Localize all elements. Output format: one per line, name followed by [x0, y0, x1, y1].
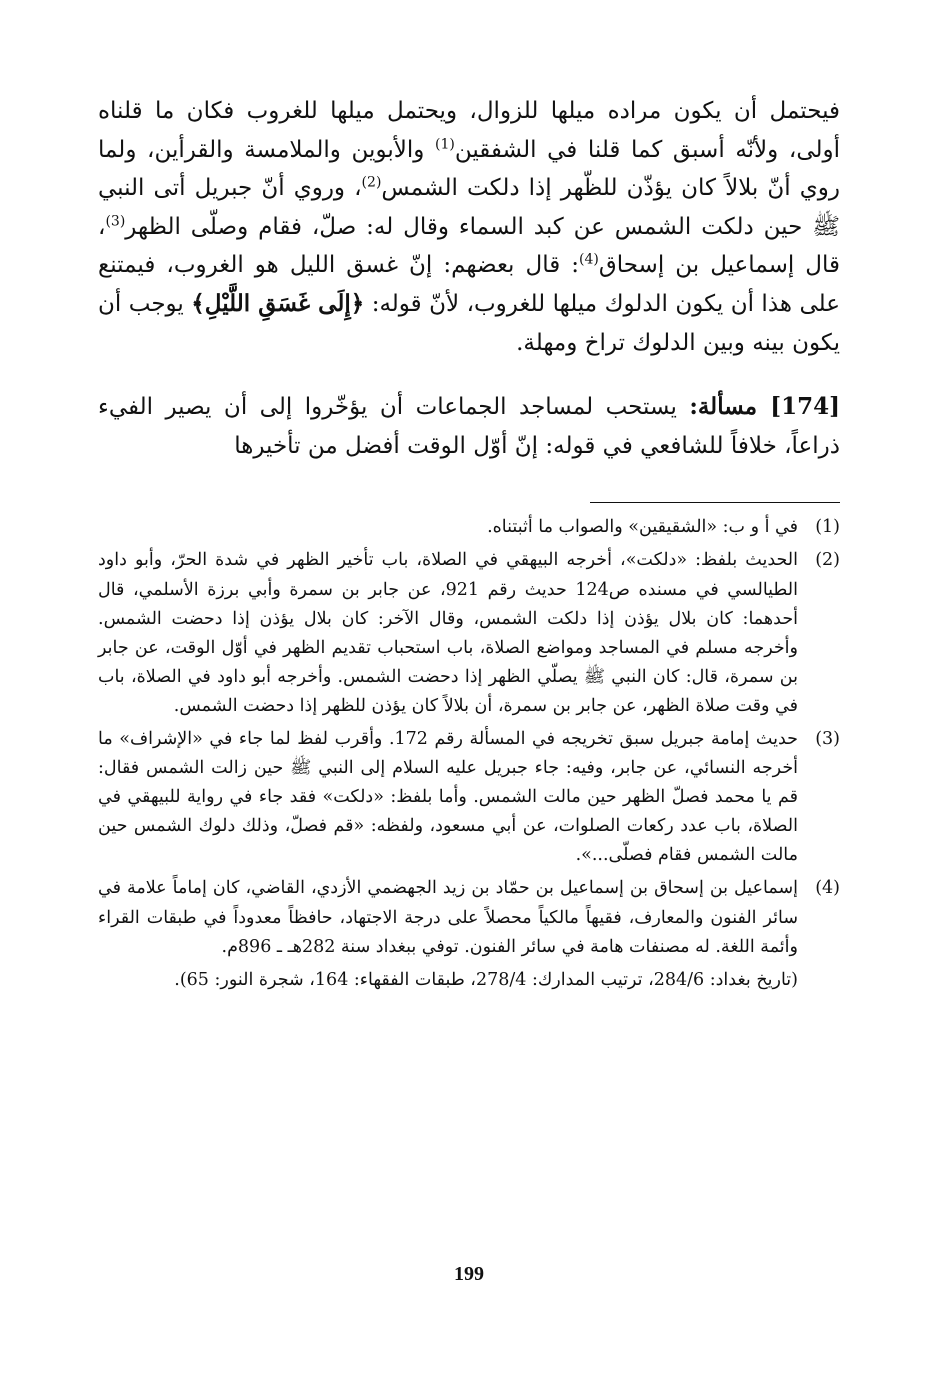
footnote-ref-1: (1)	[434, 135, 455, 152]
footnote-text: إسماعيل بن إسحاق بن إسماعيل بن حمّاد بن زيد الجهضمي الأزدي، القاضي، كان إماماً علامة في سائر الفنون والمعارف، فقيهاً مالكياً محصلاً على درجة الاجتهاد، حافظاً معدوداً في طبقات القراء وأئمة اللغة. له مصنفات هامة في سائر الفنون. توفي ببغداد سنة 282هـ ـ 896م.	[98, 878, 798, 957]
text-segment: يستحب لمساجد الجماعات أن يؤخّروا إلى أن يصير الفيء ذراعاً، خلافاً للشافعي في قوله: إنّ أوّل الوقت أفضل من تأخيرها	[98, 394, 840, 459]
text-segment: يوجب أن يكون بينه وبين الدلوك تراخ ومهلة.	[98, 290, 840, 356]
footnote	[98, 725, 840, 870]
text-segment: : قال بعضهم: إنّ غسق الليل هو الغروب، فيمتنع على هذا أن يكون الدلوك ميلها للغروب، لأنّ قوله:	[98, 252, 840, 317]
book-page	[98, 92, 840, 1322]
footnote-number: (2)	[815, 550, 840, 571]
issue-heading: [174] مسألة:	[689, 393, 840, 421]
paragraph-2	[98, 388, 840, 465]
footnote-text: الحديث بلفظ: «دلكت»، أخرجه البيهقي في الصلاة، باب تأخير الظهر في شدة الحرّ، وأبو داود الطيالسي في مسنده ص124 حديث رقم 921، عن جابر بن سمرة وأبي برزة الأسلمي، قال أحدهما: كان بلال يؤذن إذا دلكت الشمس، وقال الآخر: كان بلال يؤذن إذا دحضت الشمس. وأخرجه مسلم في المساجد ومواضع الصلاة، باب استحباب تقديم الظهر في أوّل الوقت، عن جابر بن سمرة، قال: كان النبي ﷺ يصلّي الظهر إذا دحضت الشمس. وأخرجه أبو داود في الصلاة، باب في وقت صلاة الظهر، عن جابر بن سمرة، أن بلالاً كان يؤذن للظهر إذا دحضت الشمس.	[98, 550, 798, 716]
text-segment: ، وروي أنّ جبريل أتى النبي ﷺ حين دلكت الشمس عن كبد السماء وقال له: صلّ، فقام وصلّى الظهر	[98, 175, 840, 240]
footnote-text: في أ و ب: «الشقيقين» والصواب ما أثبتناه.	[487, 517, 798, 538]
footnotes	[98, 513, 840, 995]
footnote-number: (1)	[815, 517, 840, 538]
footnote-ref-2: (2)	[361, 174, 382, 191]
footnote	[98, 874, 840, 961]
footnote-ref-3: (3)	[105, 213, 126, 230]
footnote-number: (4)	[815, 878, 840, 899]
text-segment: فيحتمل أن يكون مراده ميلها للزوال، ويحتمل ميلها للغروب فكان ما قلناه أولى، ولأنّه أسبق كما قلنا في الشفقين	[98, 98, 841, 163]
footnote-number: (3)	[815, 729, 840, 749]
footnote-ref-4: (4)	[578, 251, 599, 268]
page-number: 199	[454, 1263, 484, 1285]
footnote-separator	[590, 502, 840, 503]
text-segment: والأبوين والملامسة والقرأين، ولما روي أنّ بلالاً كان يؤذّن للظّهر إذا دلكت الشمس	[98, 136, 840, 202]
text-segment: ، قال إسماعيل بن إسحاق	[98, 213, 840, 279]
quran-quote: ﴿إِلَى غَسَقِ اللَّيْلِ﴾	[191, 289, 365, 317]
footnote-sources: (تاريخ بغداد: 284/6، ترتيب المدارك: 278/4، طبقات الفقهاء: 164، شجرة النور: 65).	[174, 969, 798, 990]
footnote-text: حديث إمامة جبريل سبق تخريجه في المسألة رقم 172. وأقرب لفظ لما جاء في «الإشراف» ما أخرجه النسائي، عن جابر، وفيه: جاء جبريل عليه السلام إلى النبي ﷺ حين زالت الشمس فقال: قم يا محمد فصلّ الظهر حين مالت الشمس. وأما بلفظ: «دلكت» فقد جاء في رواية للبيهقي في الصلاة، باب عدد ركعات الصلوات، عن أبي مسعود، ولفظه: «قم فصلّ، وذلك دلوك الشمس حين مالت الشمس فقام فصلّى...».	[98, 729, 798, 866]
main-text	[98, 92, 840, 465]
footnote	[98, 513, 840, 542]
paragraph-1	[98, 92, 840, 362]
footnote	[98, 546, 840, 721]
